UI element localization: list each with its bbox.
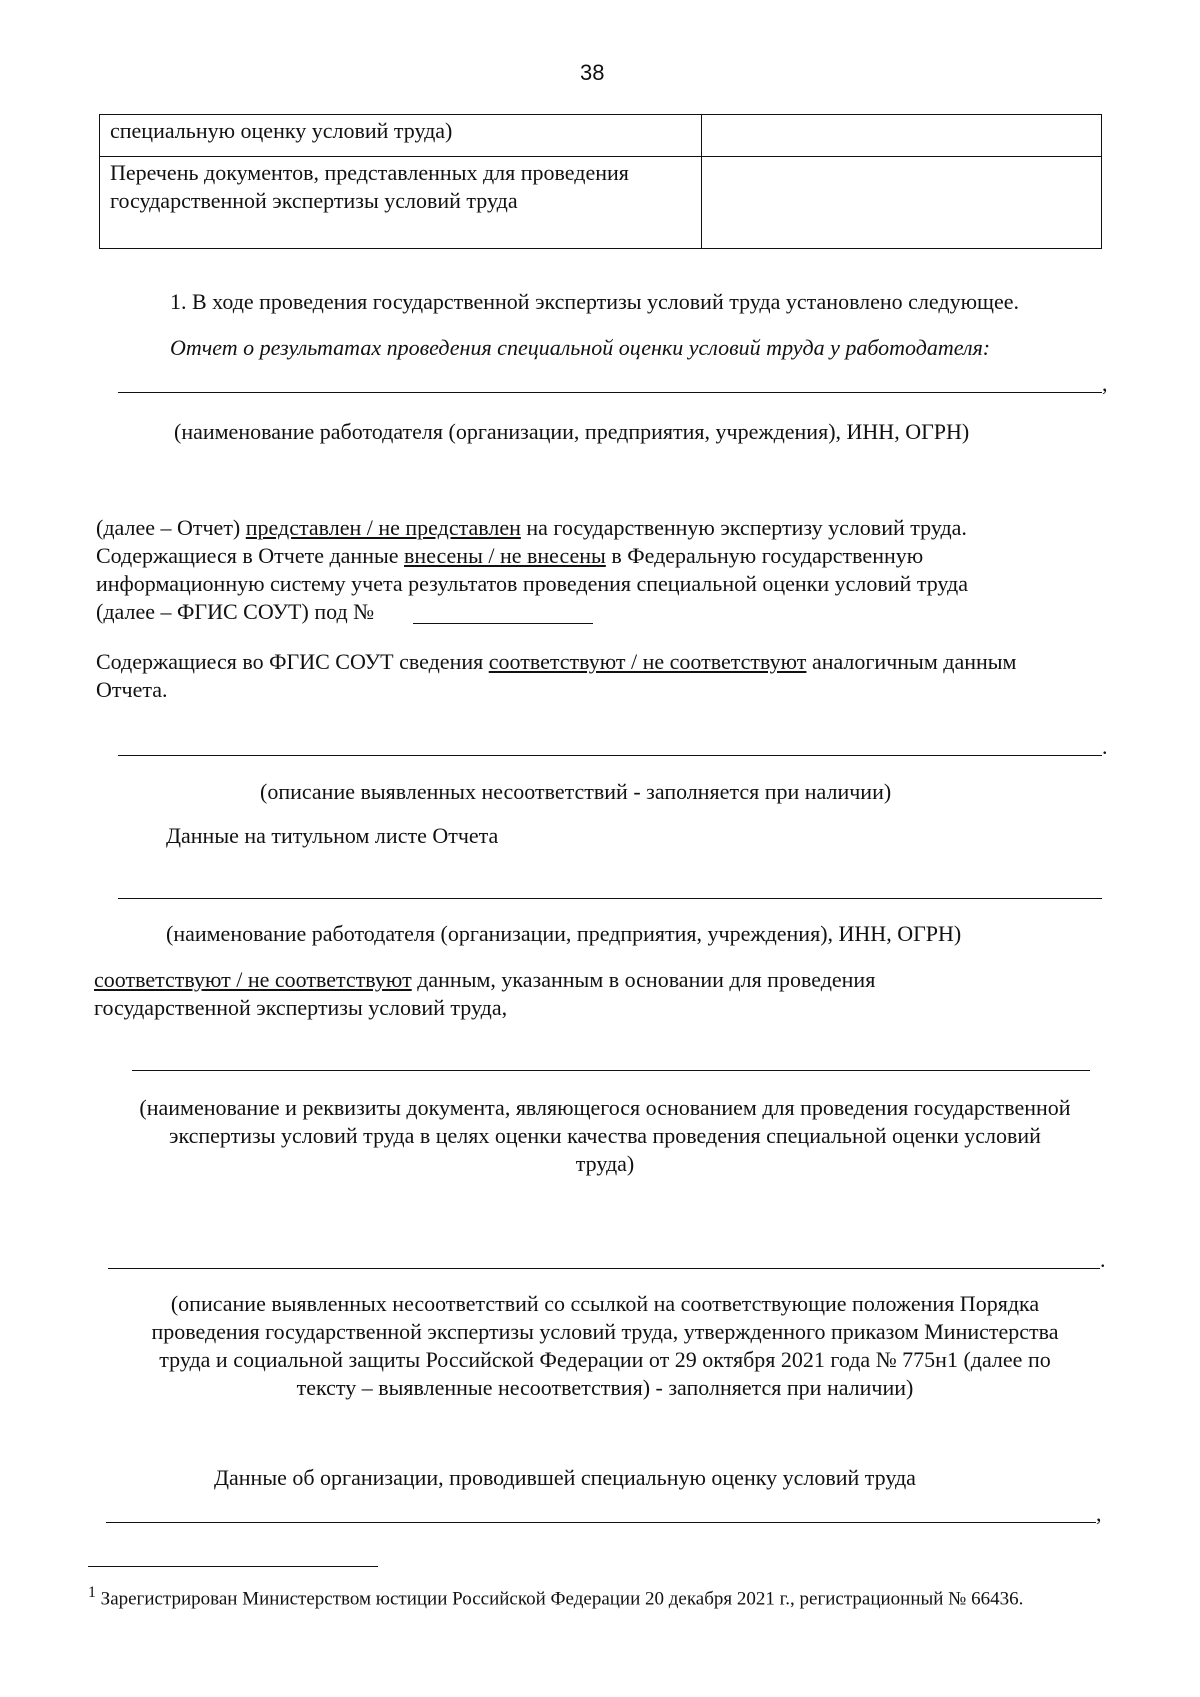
table-cell: Перечень документов, представленных для проведения государственной экспертизы условий труда	[100, 157, 702, 249]
blank-line	[106, 1522, 1096, 1523]
footnote-separator	[88, 1566, 378, 1567]
blank-line	[118, 755, 1102, 756]
paragraph-line: информационную систему учета результатов проведения специальной оценки условий труда	[96, 571, 968, 596]
line-punct: ,	[1096, 1501, 1102, 1526]
caption-doc: экспертизы условий труда в целях оценки качества проведения специальной оценки условий	[169, 1123, 1041, 1148]
table-cell-empty	[702, 157, 1102, 249]
table-row	[100, 157, 1102, 249]
caption-mismatch-ref: (описание выявленных несоответствий со ссылкой на соответствующие положения Порядка	[170, 1291, 1040, 1316]
caption-mismatch-ref: тексту – выявленные несоответствия) - заполняется при наличии)	[296, 1375, 914, 1400]
report-title: Отчет о результатах проведения специальной оценки условий труда у работодателя:	[170, 335, 991, 360]
blank-line	[118, 898, 1102, 899]
line-punct: .	[1102, 734, 1108, 759]
documents-table	[99, 114, 1102, 249]
line-punct: ,	[1102, 371, 1108, 396]
blank-line	[118, 392, 1102, 393]
title-page-label: Данные на титульном листе Отчета	[166, 823, 499, 848]
footnote-mark: 1	[88, 1584, 96, 1601]
blank-line	[108, 1268, 1100, 1269]
caption-mismatch: (описание выявленных несоответствий - заполняется при наличии)	[260, 779, 892, 804]
caption-mismatch-ref: труда и социальной защиты Российской Федерации от 29 октября 2021 года № 775н1 (далее по	[159, 1347, 1051, 1372]
table-cell-empty	[702, 115, 1102, 157]
paragraph-line: соответствуют / не соответствуют данным, указанным в основании для проведения	[94, 967, 876, 992]
org-data-label: Данные об организации, проводившей специальную оценку условий труда	[214, 1465, 916, 1490]
paragraph-line: государственной экспертизы условий труда,	[94, 995, 508, 1020]
caption-doc: труда)	[575, 1151, 635, 1176]
paragraph-line: (далее – Отчет) представлен / не представлен на государственную экспертизу условий труда.	[96, 515, 967, 540]
table-row	[100, 115, 1102, 157]
caption-doc: (наименование и реквизиты документа, являющегося основанием для проведения государственной	[139, 1095, 1071, 1120]
paragraph-line: Отчета.	[96, 677, 168, 702]
footnote: $^1$ Зарегистрирован Министерством юстиции Российской Федерации 20 декабря 2021 г., регистрационный № 66436.	[88, 1584, 1024, 1610]
paragraph-line: Содержащиеся во ФГИС СОУТ сведения соответствуют / не соответствуют аналогичным данным	[96, 649, 1017, 674]
page-number: 38	[580, 60, 605, 85]
caption-mismatch-ref: проведения государственной экспертизы условий труда, утвержденного приказом Министерства	[151, 1319, 1059, 1344]
section-heading: 1. В ходе проведения государственной экспертизы условий труда установлено следующее.	[170, 289, 1019, 314]
line-punct: .	[1100, 1247, 1106, 1272]
paragraph-line: Содержащиеся в Отчете данные внесены / не внесены в Федеральную государственную	[96, 543, 924, 568]
caption-employer: (наименование работодателя (организации, предприятия, учреждения), ИНН, ОГРН)	[174, 419, 970, 444]
registration-number-blank	[413, 623, 593, 624]
paragraph-line: (далее – ФГИС СОУТ) под №	[96, 599, 375, 624]
caption-employer: (наименование работодателя (организации, предприятия, учреждения), ИНН, ОГРН)	[166, 921, 962, 946]
blank-line	[132, 1070, 1090, 1071]
table-cell: специальную оценку условий труда)	[100, 115, 702, 157]
